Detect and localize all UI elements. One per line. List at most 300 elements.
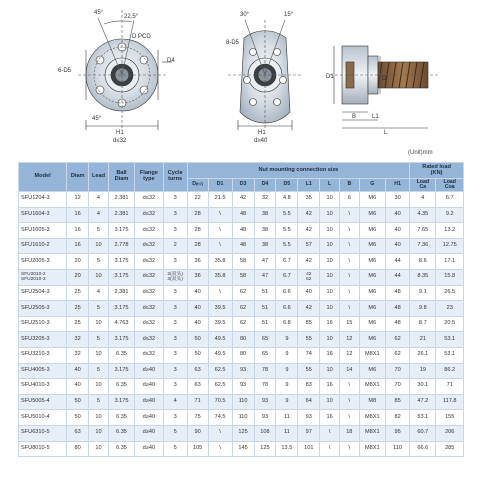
cell-l1: 40 bbox=[298, 285, 320, 301]
cell-diam: 80 bbox=[67, 441, 89, 457]
table-row bbox=[19, 269, 464, 285]
spec-table bbox=[18, 162, 464, 457]
cell-diam: 25 bbox=[67, 285, 89, 301]
cell-load-coa: 53.1 bbox=[436, 332, 464, 348]
cell-l: 10 bbox=[320, 238, 340, 254]
header-flange-type-l1: Flange bbox=[139, 170, 158, 177]
cell-load-ca: 7.65 bbox=[410, 223, 436, 239]
cell-g: M6 bbox=[359, 254, 385, 270]
cell-h1: 30 bbox=[385, 192, 409, 208]
header-diam: Diam bbox=[67, 163, 89, 192]
cell-l: 10 bbox=[320, 192, 340, 208]
header-lead: Lead bbox=[89, 163, 109, 192]
header-nut-group: Nut mounting connection size bbox=[187, 163, 409, 179]
cell-diam: 32 bbox=[67, 332, 89, 348]
cell-d5: 9 bbox=[276, 347, 298, 363]
cell-ball-diam: 2.381 bbox=[108, 192, 134, 208]
cell-ball-diam: 4.763 bbox=[108, 316, 134, 332]
cell-flange-type: d≤32 bbox=[135, 238, 163, 254]
header-ball-diam-l2: Diam bbox=[114, 176, 129, 182]
cell-ball-diam: 2.778 bbox=[108, 238, 134, 254]
cell-b: 12 bbox=[339, 332, 359, 348]
cell-model: SFU1610-2 bbox=[19, 238, 67, 254]
header-rated-l1: Rated load bbox=[422, 163, 451, 170]
cell-ball-diam: 3.175 bbox=[108, 223, 134, 239]
header-rated-group bbox=[410, 163, 464, 179]
cell-flange-type: d≤32 bbox=[135, 254, 163, 270]
cell-ball-diam: 3.175 bbox=[108, 301, 134, 317]
cell-load-coa: 285 bbox=[436, 441, 464, 457]
table-row bbox=[19, 301, 464, 317]
cell-d5: 6.6 bbox=[276, 301, 298, 317]
cell-d1: \ bbox=[208, 238, 232, 254]
table-row bbox=[19, 425, 464, 441]
cell-model: SFU2505-3 bbox=[19, 301, 67, 317]
table-row bbox=[19, 285, 464, 301]
cell-h1: 40 bbox=[385, 207, 409, 223]
cell-line: 3(双头) bbox=[167, 277, 183, 283]
cell-diam: 40 bbox=[67, 379, 89, 395]
cell-model: SFU1604-3 bbox=[19, 207, 67, 223]
cell-b: \ bbox=[339, 410, 359, 426]
cell-cycle-turns bbox=[163, 269, 187, 285]
cell-load-coa: 20.5 bbox=[436, 316, 464, 332]
cell-diam: 20 bbox=[67, 254, 89, 270]
cell-flange-type: d≤32 bbox=[135, 269, 163, 285]
cell-l: 10 bbox=[320, 301, 340, 317]
cell-load-coa: 206 bbox=[436, 425, 464, 441]
cell-d5: 6.7 bbox=[276, 269, 298, 285]
cell-d1: 49.5 bbox=[208, 332, 232, 348]
cell-b: 18 bbox=[339, 425, 359, 441]
cell-ball-diam: 3.175 bbox=[108, 254, 134, 270]
cell-model: SFU8010-5 bbox=[19, 441, 67, 457]
cell-load-ca: 7.36 bbox=[410, 238, 436, 254]
cell-g: M8X1 bbox=[359, 347, 385, 363]
header-load-coa-l2: Coa bbox=[444, 184, 455, 190]
cell-g: M6 bbox=[359, 316, 385, 332]
cell-load-coa: 86.2 bbox=[436, 363, 464, 379]
header-d1: D1 bbox=[208, 179, 232, 192]
cell-cycle-turns: 3 bbox=[163, 301, 187, 317]
cell-d1: 39.5 bbox=[208, 316, 232, 332]
cell-d1: 62.5 bbox=[208, 363, 232, 379]
cell-h1: 48 bbox=[385, 285, 409, 301]
cell-load-ca: 30.1 bbox=[410, 379, 436, 395]
label-8-d5: 8-D5 bbox=[226, 40, 240, 46]
cell-h1: 70 bbox=[385, 363, 409, 379]
cell-l1: 74 bbox=[298, 347, 320, 363]
header-flange-type bbox=[135, 163, 163, 192]
cell-b: \ bbox=[339, 254, 359, 270]
cell-d: 50 bbox=[187, 347, 208, 363]
spec-table-body bbox=[19, 192, 464, 457]
cell-diam: 16 bbox=[67, 238, 89, 254]
cell-l: 10 bbox=[320, 207, 340, 223]
cell-d1: \ bbox=[208, 223, 232, 239]
cell-lead: 10 bbox=[89, 410, 109, 426]
cell-l: 10 bbox=[320, 269, 340, 285]
cell-d3: 110 bbox=[232, 410, 254, 426]
cell-load-ca: 47.2 bbox=[410, 394, 436, 410]
cell-d: 36 bbox=[187, 269, 208, 285]
cell-d: 75 bbox=[187, 410, 208, 426]
cell-g: M8X1 bbox=[359, 410, 385, 426]
flange-drawing-round bbox=[78, 10, 172, 130]
cell-ball-diam: 3.175 bbox=[108, 363, 134, 379]
cell-load-coa: 6.7 bbox=[436, 192, 464, 208]
cell-d5: 13.5 bbox=[276, 441, 298, 457]
cell-load-ca: 19 bbox=[410, 363, 436, 379]
cell-d3: 93 bbox=[232, 363, 254, 379]
cell-l1: 42 bbox=[298, 207, 320, 223]
cell-diam: 63 bbox=[67, 425, 89, 441]
cell-model: SFU1605-3 bbox=[19, 223, 67, 239]
cell-l1: 83 bbox=[298, 379, 320, 395]
cell-g: M6 bbox=[359, 192, 385, 208]
cell-diam: 50 bbox=[67, 394, 89, 410]
nut-side-view bbox=[330, 46, 440, 128]
cell-g: M8X1 bbox=[359, 425, 385, 441]
cell-d4: 108 bbox=[254, 425, 276, 441]
cell-load-coa: 9.2 bbox=[436, 207, 464, 223]
label-30: 30° bbox=[240, 12, 250, 18]
cell-flange-type: d≤32 bbox=[135, 347, 163, 363]
cell-d1: 21.5 bbox=[208, 192, 232, 208]
label-angle-45: 45° bbox=[94, 10, 104, 16]
cell-h1: 48 bbox=[385, 316, 409, 332]
cell-d: 105 bbox=[187, 441, 208, 457]
cell-diam: 20 bbox=[67, 269, 89, 285]
cell-diam: 25 bbox=[67, 316, 89, 332]
cell-d4: 47 bbox=[254, 269, 276, 285]
cell-d5: 5.5 bbox=[276, 223, 298, 239]
cell-d1: \ bbox=[208, 285, 232, 301]
cell-l1: 93 bbox=[298, 410, 320, 426]
cell-l: \ bbox=[320, 425, 340, 441]
cell-cycle-turns: 3 bbox=[163, 410, 187, 426]
cell-d5: 6.6 bbox=[276, 285, 298, 301]
cell-g: M6 bbox=[359, 269, 385, 285]
cell-d4: 93 bbox=[254, 410, 276, 426]
cell-ball-diam: 6.35 bbox=[108, 379, 134, 395]
cell-h1: 85 bbox=[385, 394, 409, 410]
cell-load-coa: 26.5 bbox=[436, 285, 464, 301]
cell-l: 10 bbox=[320, 332, 340, 348]
label-d-side: D bbox=[382, 76, 387, 82]
cell-flange-type: d≤32 bbox=[135, 285, 163, 301]
cell-d1: 35.8 bbox=[208, 254, 232, 270]
label-h1-2: H1 bbox=[258, 130, 266, 136]
cell-d3: 58 bbox=[232, 254, 254, 270]
cell-lead: 5 bbox=[89, 394, 109, 410]
cell-l: 10 bbox=[320, 223, 340, 239]
cell-d5: 4.8 bbox=[276, 192, 298, 208]
cell-l: 16 bbox=[320, 316, 340, 332]
cell-d: 28 bbox=[187, 238, 208, 254]
cell-b: \ bbox=[339, 238, 359, 254]
cell-flange-type: d≥40 bbox=[135, 379, 163, 395]
table-row bbox=[19, 192, 464, 208]
header-load-ca-l2: Ca bbox=[419, 184, 427, 190]
cell-d4: 47 bbox=[254, 254, 276, 270]
cell-load-coa: 15.8 bbox=[436, 269, 464, 285]
cell-d5: 9 bbox=[276, 379, 298, 395]
cell-cycle-turns: 3 bbox=[163, 223, 187, 239]
cell-flange-type: d≥40 bbox=[135, 425, 163, 441]
table-row bbox=[19, 394, 464, 410]
cell-cycle-turns: 3 bbox=[163, 254, 187, 270]
cell-d4: 51 bbox=[254, 285, 276, 301]
cell-load-ca: 9.8 bbox=[410, 301, 436, 317]
header-cycle-turns bbox=[163, 163, 187, 192]
cell-cycle-turns: 5 bbox=[163, 425, 187, 441]
cell-l1: 42 bbox=[298, 254, 320, 270]
cell-d5: 9 bbox=[276, 363, 298, 379]
cell-line: 42 bbox=[306, 272, 312, 278]
label-l1: L1 bbox=[372, 114, 379, 120]
cell-l1 bbox=[298, 269, 320, 285]
cell-model bbox=[19, 269, 67, 285]
cell-diam: 12 bbox=[67, 192, 89, 208]
cell-d4: 93 bbox=[254, 394, 276, 410]
cell-load-ca: 8.7 bbox=[410, 316, 436, 332]
cell-d3: 48 bbox=[232, 223, 254, 239]
label-l: L bbox=[384, 130, 388, 136]
cell-lead: 4 bbox=[89, 285, 109, 301]
flange-drawing-large bbox=[228, 20, 302, 130]
cell-l: 16 bbox=[320, 379, 340, 395]
cell-lead: 10 bbox=[89, 441, 109, 457]
cell-cycle-turns: 3 bbox=[163, 285, 187, 301]
cell-d4: 78 bbox=[254, 363, 276, 379]
cell-d4: 38 bbox=[254, 207, 276, 223]
cell-load-ca: 9.1 bbox=[410, 285, 436, 301]
cell-h1: 44 bbox=[385, 254, 409, 270]
label-45-bottom: 45° bbox=[92, 116, 102, 122]
cell-d5: 5.5 bbox=[276, 238, 298, 254]
cell-flange-type: d≥40 bbox=[135, 363, 163, 379]
cell-ball-diam: 6.35 bbox=[108, 410, 134, 426]
cell-load-ca: 60.7 bbox=[410, 425, 436, 441]
table-row bbox=[19, 207, 464, 223]
cell-model: SFU2504-3 bbox=[19, 285, 67, 301]
cell-d3: 125 bbox=[232, 425, 254, 441]
cell-d1: 39.5 bbox=[208, 301, 232, 317]
cell-b: \ bbox=[339, 394, 359, 410]
cell-load-coa: 23 bbox=[436, 301, 464, 317]
cell-d3: 62 bbox=[232, 316, 254, 332]
cell-model: SFU2005-3 bbox=[19, 254, 67, 270]
cell-d: 40 bbox=[187, 285, 208, 301]
cell-load-coa: 53.1 bbox=[436, 347, 464, 363]
cell-model: SFU3210-3 bbox=[19, 347, 67, 363]
cell-lead: 4 bbox=[89, 207, 109, 223]
cell-b: \ bbox=[339, 223, 359, 239]
header-cycle-turns-l1: Cycle bbox=[167, 170, 183, 177]
cell-h1: 95 bbox=[385, 425, 409, 441]
cell-ball-diam: 6.35 bbox=[108, 441, 134, 457]
cell-d: 36 bbox=[187, 254, 208, 270]
table-row bbox=[19, 254, 464, 270]
cell-d: 50 bbox=[187, 332, 208, 348]
table-row bbox=[19, 363, 464, 379]
cell-lead: 5 bbox=[89, 332, 109, 348]
cell-d3: 58 bbox=[232, 269, 254, 285]
cell-h1: 48 bbox=[385, 301, 409, 317]
label-d4: D4 bbox=[167, 58, 175, 64]
cell-d4: 38 bbox=[254, 238, 276, 254]
cell-d3: 42 bbox=[232, 192, 254, 208]
cell-l1: 42 bbox=[298, 223, 320, 239]
header-load-ca-l1: Load bbox=[416, 178, 430, 185]
cell-lead: 5 bbox=[89, 301, 109, 317]
cell-l1: 101 bbox=[298, 441, 320, 457]
cell-diam: 40 bbox=[67, 363, 89, 379]
label-15: 15° bbox=[284, 12, 294, 18]
cell-diam: 16 bbox=[67, 207, 89, 223]
cell-l1: 57 bbox=[298, 238, 320, 254]
cell-l: 10 bbox=[320, 254, 340, 270]
cell-line: 2(双头) bbox=[167, 272, 183, 278]
cell-diam: 32 bbox=[67, 347, 89, 363]
label-d1: D1 bbox=[326, 74, 334, 80]
cell-lead: 10 bbox=[89, 269, 109, 285]
cell-line: SFU2010-2 bbox=[21, 272, 46, 278]
cell-b: \ bbox=[339, 285, 359, 301]
cell-load-ca: 53.1 bbox=[410, 410, 436, 426]
header-load-coa bbox=[436, 179, 464, 192]
cell-d5: 6.7 bbox=[276, 254, 298, 270]
cell-h1: 40 bbox=[385, 238, 409, 254]
cell-d3: 93 bbox=[232, 379, 254, 395]
cell-flange-type: d≤32 bbox=[135, 301, 163, 317]
cell-d1: \ bbox=[208, 425, 232, 441]
cell-g: M6 bbox=[359, 223, 385, 239]
cell-load-coa: 13.2 bbox=[436, 223, 464, 239]
table-row bbox=[19, 379, 464, 395]
technical-drawings bbox=[0, 0, 480, 148]
cell-h1: 62 bbox=[385, 347, 409, 363]
header-load-coa-l1: Load bbox=[443, 178, 456, 185]
cell-load-coa: 71 bbox=[436, 379, 464, 395]
cell-d1: 62.5 bbox=[208, 379, 232, 395]
cell-l: 10 bbox=[320, 394, 340, 410]
cell-d3: 62 bbox=[232, 285, 254, 301]
cell-l: 16 bbox=[320, 347, 340, 363]
label-d-pcd: D PCD bbox=[132, 34, 151, 40]
cell-l: 10 bbox=[320, 285, 340, 301]
cell-g: M8 bbox=[359, 394, 385, 410]
cell-g: M6 bbox=[359, 301, 385, 317]
label-b: B bbox=[352, 114, 357, 120]
cell-lead: 10 bbox=[89, 316, 109, 332]
cell-model: SFU1204-3 bbox=[19, 192, 67, 208]
cell-load-ca: 26.1 bbox=[410, 347, 436, 363]
table-row bbox=[19, 223, 464, 239]
cell-flange-type: d≤32 bbox=[135, 207, 163, 223]
cell-load-ca: 4 bbox=[410, 192, 436, 208]
cell-flange-type: d≤32 bbox=[135, 332, 163, 348]
cell-d4: 32 bbox=[254, 192, 276, 208]
cell-d4: 65 bbox=[254, 347, 276, 363]
cell-d: 63 bbox=[187, 379, 208, 395]
cell-d5: 9 bbox=[276, 394, 298, 410]
cell-b: \ bbox=[339, 379, 359, 395]
cell-load-coa: 12.75 bbox=[436, 238, 464, 254]
cell-ball-diam: 3.175 bbox=[108, 394, 134, 410]
header-g: G bbox=[359, 179, 385, 192]
cell-l: 10 bbox=[320, 363, 340, 379]
cell-d: 22 bbox=[187, 192, 208, 208]
cell-l1: 35 bbox=[298, 192, 320, 208]
cell-flange-type: d≤32 bbox=[135, 192, 163, 208]
table-row bbox=[19, 316, 464, 332]
cell-flange-type: d≥40 bbox=[135, 394, 163, 410]
cell-model: SFU6310-5 bbox=[19, 425, 67, 441]
cell-d1: \ bbox=[208, 441, 232, 457]
label-h1: H1 bbox=[116, 130, 124, 136]
header-d4: D4 bbox=[254, 179, 276, 192]
cell-flange-type: d≤32 bbox=[135, 223, 163, 239]
cell-d4: 51 bbox=[254, 301, 276, 317]
cell-l1: 55 bbox=[298, 363, 320, 379]
cell-d4: 65 bbox=[254, 332, 276, 348]
cell-h1: 40 bbox=[385, 223, 409, 239]
header-rated-l2: (KN) bbox=[430, 169, 443, 176]
cell-b: \ bbox=[339, 269, 359, 285]
cell-ball-diam: 6.35 bbox=[108, 347, 134, 363]
cell-d: 63 bbox=[187, 363, 208, 379]
cell-ball-diam: 2.381 bbox=[108, 207, 134, 223]
cell-l1: 55 bbox=[298, 332, 320, 348]
cell-d4: 78 bbox=[254, 379, 276, 395]
cell-l1: 64 bbox=[298, 394, 320, 410]
cell-flange-type: d≤32 bbox=[135, 316, 163, 332]
label-angle-22-5: 22.5° bbox=[124, 14, 139, 20]
cell-load-ca: 66.6 bbox=[410, 441, 436, 457]
cell-cycle-turns: 3 bbox=[163, 363, 187, 379]
cell-d5: 5.5 bbox=[276, 207, 298, 223]
unit-note: (Unit)mm bbox=[408, 150, 433, 156]
header-d-sub: (h7) bbox=[196, 182, 203, 187]
label-d-ge-40: d≥40 bbox=[254, 138, 268, 144]
cell-d3: 80 bbox=[232, 332, 254, 348]
cell-lead: 10 bbox=[89, 238, 109, 254]
cell-d1: 70.5 bbox=[208, 394, 232, 410]
cell-g: M6 bbox=[359, 238, 385, 254]
cell-cycle-turns: 3 bbox=[163, 192, 187, 208]
cell-line: 52 bbox=[306, 277, 312, 283]
cell-d: 28 bbox=[187, 207, 208, 223]
cell-l1: 97 bbox=[298, 425, 320, 441]
table-row bbox=[19, 332, 464, 348]
cell-g: M6 bbox=[359, 285, 385, 301]
cell-diam: 16 bbox=[67, 223, 89, 239]
cell-lead: 10 bbox=[89, 379, 109, 395]
cell-cycle-turns: 3 bbox=[163, 347, 187, 363]
cell-lead: 10 bbox=[89, 425, 109, 441]
cell-model: SFU3205-3 bbox=[19, 332, 67, 348]
cell-g: M6 bbox=[359, 207, 385, 223]
label-d-le-32: d≤32 bbox=[113, 138, 127, 144]
cell-h1: 62 bbox=[385, 332, 409, 348]
cell-d: 28 bbox=[187, 223, 208, 239]
cell-l1: 85 bbox=[298, 316, 320, 332]
cell-d5: 11 bbox=[276, 410, 298, 426]
cell-d1: 49.5 bbox=[208, 347, 232, 363]
cell-d: 40 bbox=[187, 316, 208, 332]
